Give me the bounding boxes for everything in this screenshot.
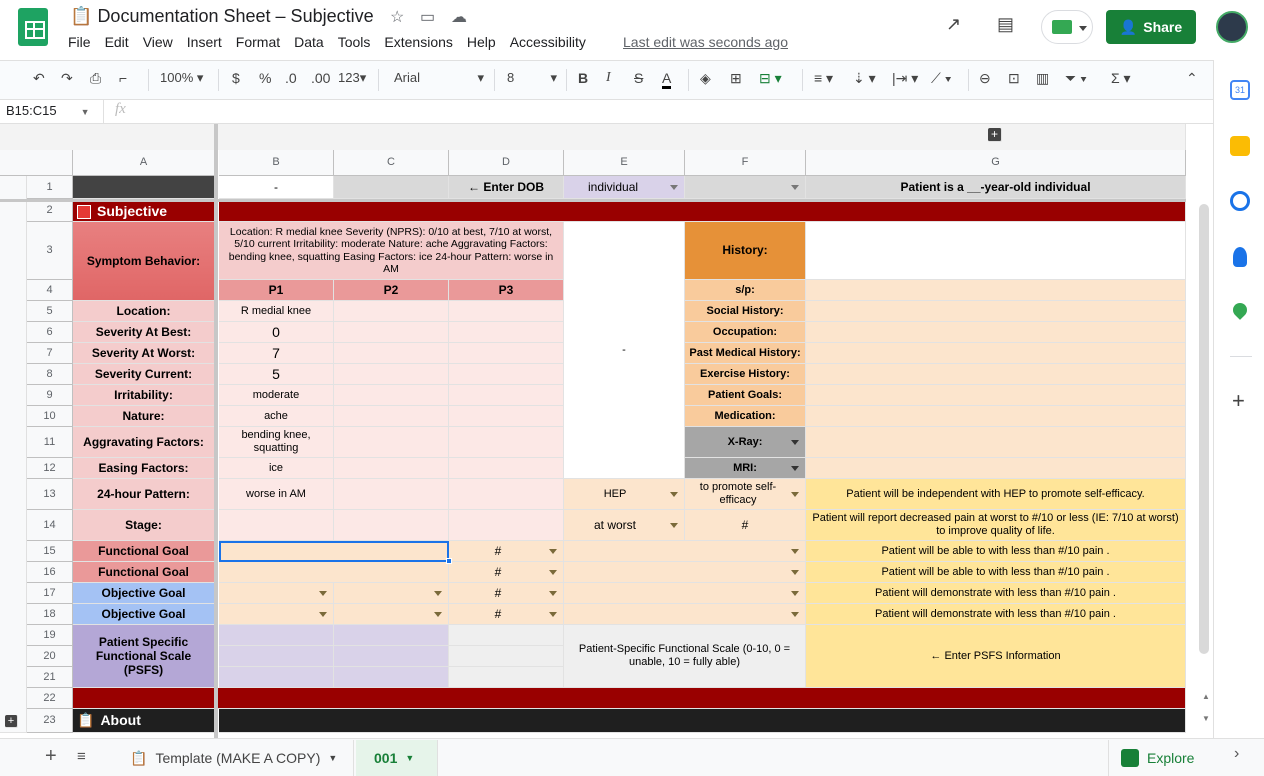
fx-icon: fx [115, 101, 126, 117]
scroll-down-icon[interactable]: ▼ [1202, 714, 1210, 723]
cell-c1[interactable] [334, 176, 449, 199]
history-value-10[interactable] [806, 406, 1186, 427]
history-item-11[interactable]: X-Ray: [685, 427, 806, 458]
p2-value-5[interactable] [334, 301, 449, 322]
goal-d-15[interactable]: # [449, 541, 564, 562]
row-group-expand-icon[interactable]: + [5, 715, 18, 728]
label-13: 24-hour Pattern: [73, 479, 215, 510]
history-item-7[interactable]: Past Medical History: [685, 343, 806, 364]
share-label: Share [1143, 19, 1183, 35]
strikethrough-button[interactable]: S [634, 70, 644, 86]
keep-icon[interactable] [1230, 136, 1250, 156]
cell-e1-gender-select[interactable]: individual [564, 176, 685, 199]
goal-b-18[interactable] [219, 604, 334, 625]
menu-insert[interactable]: Insert [186, 34, 222, 50]
column-header-b[interactable]: B [219, 150, 334, 176]
p-header-3[interactable]: P3 [449, 280, 564, 301]
text-rotation-icon[interactable]: ⟋ ▾ [931, 70, 952, 86]
last-edit-link[interactable]: Last edit was seconds ago [623, 34, 788, 50]
tab-001-label: 001 [374, 750, 398, 766]
p1-value-8[interactable]: 5 [219, 364, 334, 385]
goal-c-18[interactable] [334, 604, 449, 625]
history-value-11[interactable] [806, 427, 1186, 458]
formula-input[interactable] [140, 102, 1180, 122]
lock-icon: 👤 [1119, 18, 1138, 35]
explore-label: Explore [1147, 750, 1195, 766]
row-header-9[interactable]: 9 [27, 385, 73, 406]
goal-bc-16[interactable] [219, 562, 449, 583]
row-header-3[interactable]: 3 [27, 222, 73, 280]
row-header-20[interactable]: 20 [27, 646, 73, 667]
font-select[interactable]: Arial ▾ [394, 70, 484, 85]
goal-ef-17[interactable] [564, 583, 806, 604]
tab-template[interactable]: 📋 Template (MAKE A COPY) ▼ [114, 740, 354, 776]
symptom-behavior-label: Symptom Behavior: [73, 222, 215, 301]
goal-ef-18[interactable] [564, 604, 806, 625]
selected-range[interactable] [219, 541, 449, 562]
p1-value-7[interactable]: 7 [219, 343, 334, 364]
history-notes[interactable] [806, 222, 1186, 280]
subjective-header[interactable] [73, 202, 215, 222]
filter-icon[interactable]: ⏷ ▾ [1065, 70, 1087, 86]
cell-f14-number[interactable]: # [685, 510, 806, 541]
clipboard-icon: 📋 [77, 712, 95, 728]
row-header-4[interactable]: 4 [27, 280, 73, 301]
explore-button[interactable] [1108, 740, 1213, 776]
font-size-value: 8 [507, 70, 515, 85]
calendar-icon[interactable]: 31 [1230, 80, 1250, 100]
menu-tools[interactable]: Tools [337, 34, 371, 50]
tasks-icon[interactable] [1230, 191, 1250, 211]
p-header-1[interactable]: P1 [219, 280, 334, 301]
row-header-7[interactable]: 7 [27, 343, 73, 364]
toolbar-divider [218, 69, 219, 91]
p3-value-8[interactable] [449, 364, 564, 385]
tab-001[interactable]: 001 ▼ [356, 740, 438, 776]
p3-value-11[interactable] [449, 427, 564, 458]
psfs-d-19[interactable] [449, 625, 564, 646]
label-9: Irritability: [73, 385, 215, 406]
p2-value-14[interactable] [334, 510, 449, 541]
toolbar-divider [148, 69, 149, 91]
bold-button[interactable]: B [578, 70, 589, 86]
p2-value-6[interactable] [334, 322, 449, 343]
row-header-14[interactable]: 14 [27, 510, 73, 541]
cell-f13-select[interactable]: to promote self-efficacy [685, 479, 806, 510]
zoom-value: 100% [160, 70, 194, 85]
menu-file[interactable]: File [68, 34, 91, 50]
p1-value-14[interactable] [219, 510, 334, 541]
selection-handle[interactable] [446, 558, 452, 564]
cell-b1-dob-input[interactable]: - [219, 176, 334, 199]
goal-g-18[interactable]: Patient will demonstrate with less than #/10 pain . [806, 604, 1186, 625]
menu-edit[interactable]: Edit [104, 34, 129, 50]
cloud-status-icon: ☁ [451, 9, 467, 26]
row-header-10[interactable]: 10 [27, 406, 73, 427]
p2-value-13[interactable] [334, 479, 449, 510]
column-header-e[interactable]: E [564, 150, 685, 176]
p1-value-12[interactable]: ice [219, 458, 334, 479]
label-12: Easing Factors: [73, 458, 215, 479]
row-header-17[interactable]: 17 [27, 583, 73, 604]
row-header-2[interactable]: 2 [27, 199, 73, 222]
row-header-21[interactable]: 21 [27, 667, 73, 688]
toolbar-divider [566, 69, 567, 91]
toolbar-divider [494, 69, 495, 91]
history-item-8[interactable]: Exercise History: [685, 364, 806, 385]
frozen-header-area [0, 124, 1186, 150]
p3-value-7[interactable] [449, 343, 564, 364]
goal-g-15[interactable]: Patient will be able to with less than #/10 pain . [806, 541, 1186, 562]
p1-value-5[interactable]: R medial knee [219, 301, 334, 322]
font-size-select[interactable]: 8 ▾ [507, 70, 557, 85]
p2-value-9[interactable] [334, 385, 449, 406]
redo-icon[interactable]: ↷ [61, 70, 73, 86]
avatar[interactable] [1216, 11, 1248, 43]
goal-label-15: Functional Goal [73, 541, 215, 562]
history-item-9[interactable]: Patient Goals: [685, 385, 806, 406]
history-value-4[interactable] [806, 280, 1186, 301]
p3-value-5[interactable] [449, 301, 564, 322]
fill-color-icon[interactable]: ◈ [700, 70, 711, 86]
sheets-logo[interactable] [18, 8, 48, 46]
all-sheets-icon[interactable]: ≡ [77, 748, 86, 765]
menu-format[interactable]: Format [235, 34, 281, 50]
name-box[interactable]: B15:C15 ▼ [6, 103, 90, 118]
p1-value-9[interactable]: moderate [219, 385, 334, 406]
history-label: History: [685, 222, 806, 280]
formula-divider [103, 100, 104, 124]
activity-dashboard-icon[interactable]: ↗ [946, 14, 962, 34]
toolbar-divider [688, 69, 689, 91]
p2-value-12[interactable] [334, 458, 449, 479]
row-header-23[interactable]: 23 [27, 709, 73, 733]
cell-e14-select[interactable]: at worst [564, 510, 685, 541]
symptom-summary-text[interactable]: Location: R medial knee Severity (NPRS): 0/10 at best, 7/10 at worst, 5/10 current Irritability: moderate Nature: ache Aggravating Factors: bending knee, squatting Easing Factors: ice 24-hour Pattern: worse in AM [219, 222, 564, 280]
percent-button[interactable]: % [259, 70, 272, 86]
scroll-up-icon[interactable]: ▲ [1202, 692, 1210, 701]
goal-label-17: Objective Goal [73, 583, 215, 604]
comments-icon[interactable]: ▤ [997, 14, 1015, 34]
goal-b-17[interactable] [219, 583, 334, 604]
toolbar-divider [802, 69, 803, 91]
italic-button[interactable]: I [606, 70, 611, 85]
history-value-7[interactable] [806, 343, 1186, 364]
history-value-9[interactable] [806, 385, 1186, 406]
cell-e3-center-dash[interactable]: - [564, 222, 685, 479]
p1-value-13[interactable]: worse in AM [219, 479, 334, 510]
text-wrapping-icon[interactable]: |⇥ ▾ [892, 70, 919, 86]
row-header-16[interactable]: 16 [27, 562, 73, 583]
menu-bar [68, 34, 600, 50]
row-header-5[interactable]: 5 [27, 301, 73, 322]
row-header-12[interactable]: 12 [27, 458, 73, 479]
column-header-d[interactable]: D [449, 150, 564, 176]
cell-e13-hep-select[interactable]: HEP [564, 479, 685, 510]
row-header-18[interactable]: 18 [27, 604, 73, 625]
psfs-enter-info[interactable]: ← Enter PSFS Information [806, 625, 1186, 688]
psfs-b-21[interactable] [219, 667, 334, 688]
row-header-15[interactable]: 15 [27, 541, 73, 562]
select-all-corner[interactable] [0, 150, 73, 176]
p2-value-11[interactable] [334, 427, 449, 458]
cell-d1-enter-dob[interactable]: ← Enter DOB [449, 176, 564, 199]
psfs-b-20[interactable] [219, 646, 334, 667]
column-header-g[interactable]: G [806, 150, 1186, 176]
label-5: Location: [73, 301, 215, 322]
column-header-f[interactable]: F [685, 150, 806, 176]
explore-icon [1121, 749, 1139, 767]
paint-format-icon[interactable]: ⌐ [119, 70, 128, 86]
share-button[interactable] [1106, 10, 1196, 44]
p1-value-6[interactable]: 0 [219, 322, 334, 343]
label-14: Stage: [73, 510, 215, 541]
psfs-b-19[interactable] [219, 625, 334, 646]
psfs-scale-text[interactable]: Patient-Specific Functional Scale (0-10, 0 = unable, 10 = fully able) [564, 625, 806, 688]
goal-g-17[interactable]: Patient will demonstrate with less than #/10 pain . [806, 583, 1186, 604]
psfs-label: Patient Specific Functional Scale (PSFS) [73, 625, 215, 688]
insert-chart-icon[interactable]: ▥ [1036, 70, 1050, 86]
font-value: Arial [394, 70, 421, 85]
p2-value-8[interactable] [334, 364, 449, 385]
goal-d-17[interactable]: # [449, 583, 564, 604]
p2-value-10[interactable] [334, 406, 449, 427]
goal-d-18[interactable]: # [449, 604, 564, 625]
menu-accessibility[interactable]: Accessibility [509, 34, 586, 50]
goal-ef-15[interactable] [564, 541, 806, 562]
collapse-toolbar-icon[interactable]: ⌃ [1186, 70, 1198, 86]
psfs-c-19[interactable] [334, 625, 449, 646]
toolbar-divider [378, 69, 379, 91]
p3-value-13[interactable] [449, 479, 564, 510]
print-icon[interactable]: ⎙ [90, 70, 102, 86]
cell-a1[interactable] [73, 176, 215, 199]
subjective-title: Subjective [97, 203, 168, 219]
about-header[interactable] [73, 709, 215, 733]
history-value-8[interactable] [806, 364, 1186, 385]
menu-extensions[interactable]: Extensions [384, 34, 453, 50]
horizontal-align-icon[interactable]: ≡ ▾ [814, 70, 834, 86]
undo-icon[interactable]: ↶ [33, 70, 45, 86]
psfs-c-20[interactable] [334, 646, 449, 667]
cell-g13-goal[interactable]: Patient will be independent with HEP to promote self-efficacy. [806, 479, 1186, 510]
chevron-right-icon[interactable]: › [1234, 745, 1240, 762]
history-item-4[interactable]: s/p: [685, 280, 806, 301]
p3-value-9[interactable] [449, 385, 564, 406]
label-6: Severity At Best: [73, 322, 215, 343]
zoom-select[interactable]: 100% ▾ [160, 70, 204, 85]
insert-comment-icon[interactable]: ⊡ [1008, 70, 1020, 86]
cell-f1-select[interactable] [685, 176, 806, 199]
cell-g14-goal[interactable]: Patient will report decreased pain at worst to #/10 or less (IE: 7/10 at worst) to improve quality of life. [806, 510, 1186, 541]
p3-value-10[interactable] [449, 406, 564, 427]
contacts-icon[interactable] [1233, 247, 1247, 267]
label-8: Severity Current: [73, 364, 215, 385]
get-addons-icon[interactable]: + [1232, 388, 1245, 413]
p1-value-10[interactable]: ache [219, 406, 334, 427]
more-formats-label: 123 [338, 70, 360, 85]
about-title: About [100, 712, 141, 728]
history-item-12[interactable]: MRI: [685, 458, 806, 479]
text-color-button[interactable]: A [662, 70, 671, 89]
about-banner [219, 709, 1186, 733]
merge-cells-icon[interactable]: ⊟ ▾ [759, 70, 782, 86]
insert-link-icon[interactable]: ⊖ [979, 70, 991, 86]
menu-help[interactable]: Help [466, 34, 496, 50]
label-11: Aggravating Factors: [73, 427, 215, 458]
currency-button[interactable]: $ [232, 70, 240, 86]
subjective-banner [219, 202, 1186, 222]
history-value-12[interactable] [806, 458, 1186, 479]
name-box-value: B15:C15 [6, 103, 57, 118]
goal-g-16[interactable]: Patient will be able to with less than #/10 pain . [806, 562, 1186, 583]
meet-icon [1052, 20, 1072, 34]
frozen-column-divider [214, 124, 218, 738]
history-item-5[interactable]: Social History: [685, 301, 806, 322]
menu-data[interactable]: Data [294, 34, 324, 50]
row-header-1[interactable]: 1 [27, 176, 73, 199]
goal-ef-16[interactable] [564, 562, 806, 583]
psfs-c-21[interactable] [334, 667, 449, 688]
toolbar-divider [968, 69, 969, 91]
history-item-6[interactable]: Occupation: [685, 322, 806, 343]
cell-g1-age-sentence[interactable]: Patient is a __-year-old individual [806, 176, 1186, 199]
p3-value-12[interactable] [449, 458, 564, 479]
clipboard-icon: 📋 [130, 749, 148, 766]
p-header-2[interactable]: P2 [334, 280, 449, 301]
star-icon[interactable]: ☆ [390, 9, 405, 26]
menu-view[interactable]: View [142, 34, 173, 50]
functions-icon[interactable]: Σ ▾ [1111, 70, 1131, 86]
panel-divider [1230, 356, 1252, 357]
row-header-19[interactable]: 19 [27, 625, 73, 646]
p3-value-6[interactable] [449, 322, 564, 343]
psfs-d-21[interactable] [449, 667, 564, 688]
increase-decimal-button[interactable]: .00 [311, 70, 331, 86]
row-header-22[interactable]: 22 [27, 688, 73, 709]
label-10: Nature: [73, 406, 215, 427]
red-square-icon [77, 205, 91, 219]
borders-icon[interactable]: ⊞ [730, 70, 742, 86]
row-header-13[interactable]: 13 [27, 479, 73, 510]
history-item-10[interactable]: Medication: [685, 406, 806, 427]
chevron-down-icon [1079, 26, 1087, 31]
goal-c-17[interactable] [334, 583, 449, 604]
move-folder-icon[interactable]: ▭ [420, 9, 436, 26]
history-value-6[interactable] [806, 322, 1186, 343]
document-title[interactable] [70, 6, 374, 27]
column-header-c[interactable]: C [334, 150, 449, 176]
label-7: Severity At Worst: [73, 343, 215, 364]
scrollbar-thumb[interactable] [1199, 204, 1209, 654]
vertical-align-icon[interactable]: ⇣ ▾ [853, 70, 876, 86]
p3-value-14[interactable] [449, 510, 564, 541]
history-value-5[interactable] [806, 301, 1186, 322]
doc-title-text: Documentation Sheet – Subjective [97, 6, 374, 26]
row-header-6[interactable]: 6 [27, 322, 73, 343]
goal-label-18: Objective Goal [73, 604, 215, 625]
add-sheet-icon[interactable]: + [45, 745, 57, 767]
goal-d-16[interactable]: # [449, 562, 564, 583]
decrease-decimal-button[interactable]: .0 [285, 70, 297, 86]
psfs-d-20[interactable] [449, 646, 564, 667]
p2-value-7[interactable] [334, 343, 449, 364]
tab-template-label: Template (MAKE A COPY) [155, 750, 321, 766]
p1-value-11[interactable]: bending knee, squatting [219, 427, 334, 458]
column-header-a[interactable]: A [73, 150, 215, 176]
row-group-gutter [0, 176, 27, 733]
row-header-8[interactable]: 8 [27, 364, 73, 385]
meet-button[interactable] [1041, 10, 1093, 44]
spreadsheet-grid [0, 124, 1213, 738]
expand-group-icon[interactable]: + [988, 128, 1002, 142]
more-formats-button[interactable]: 123▾ [338, 70, 367, 85]
goal-label-16: Functional Goal [73, 562, 215, 583]
row-header-11[interactable]: 11 [27, 427, 73, 458]
doc-emoji-icon: 📋 [70, 6, 93, 26]
bottom-banner-22 [73, 688, 1186, 709]
